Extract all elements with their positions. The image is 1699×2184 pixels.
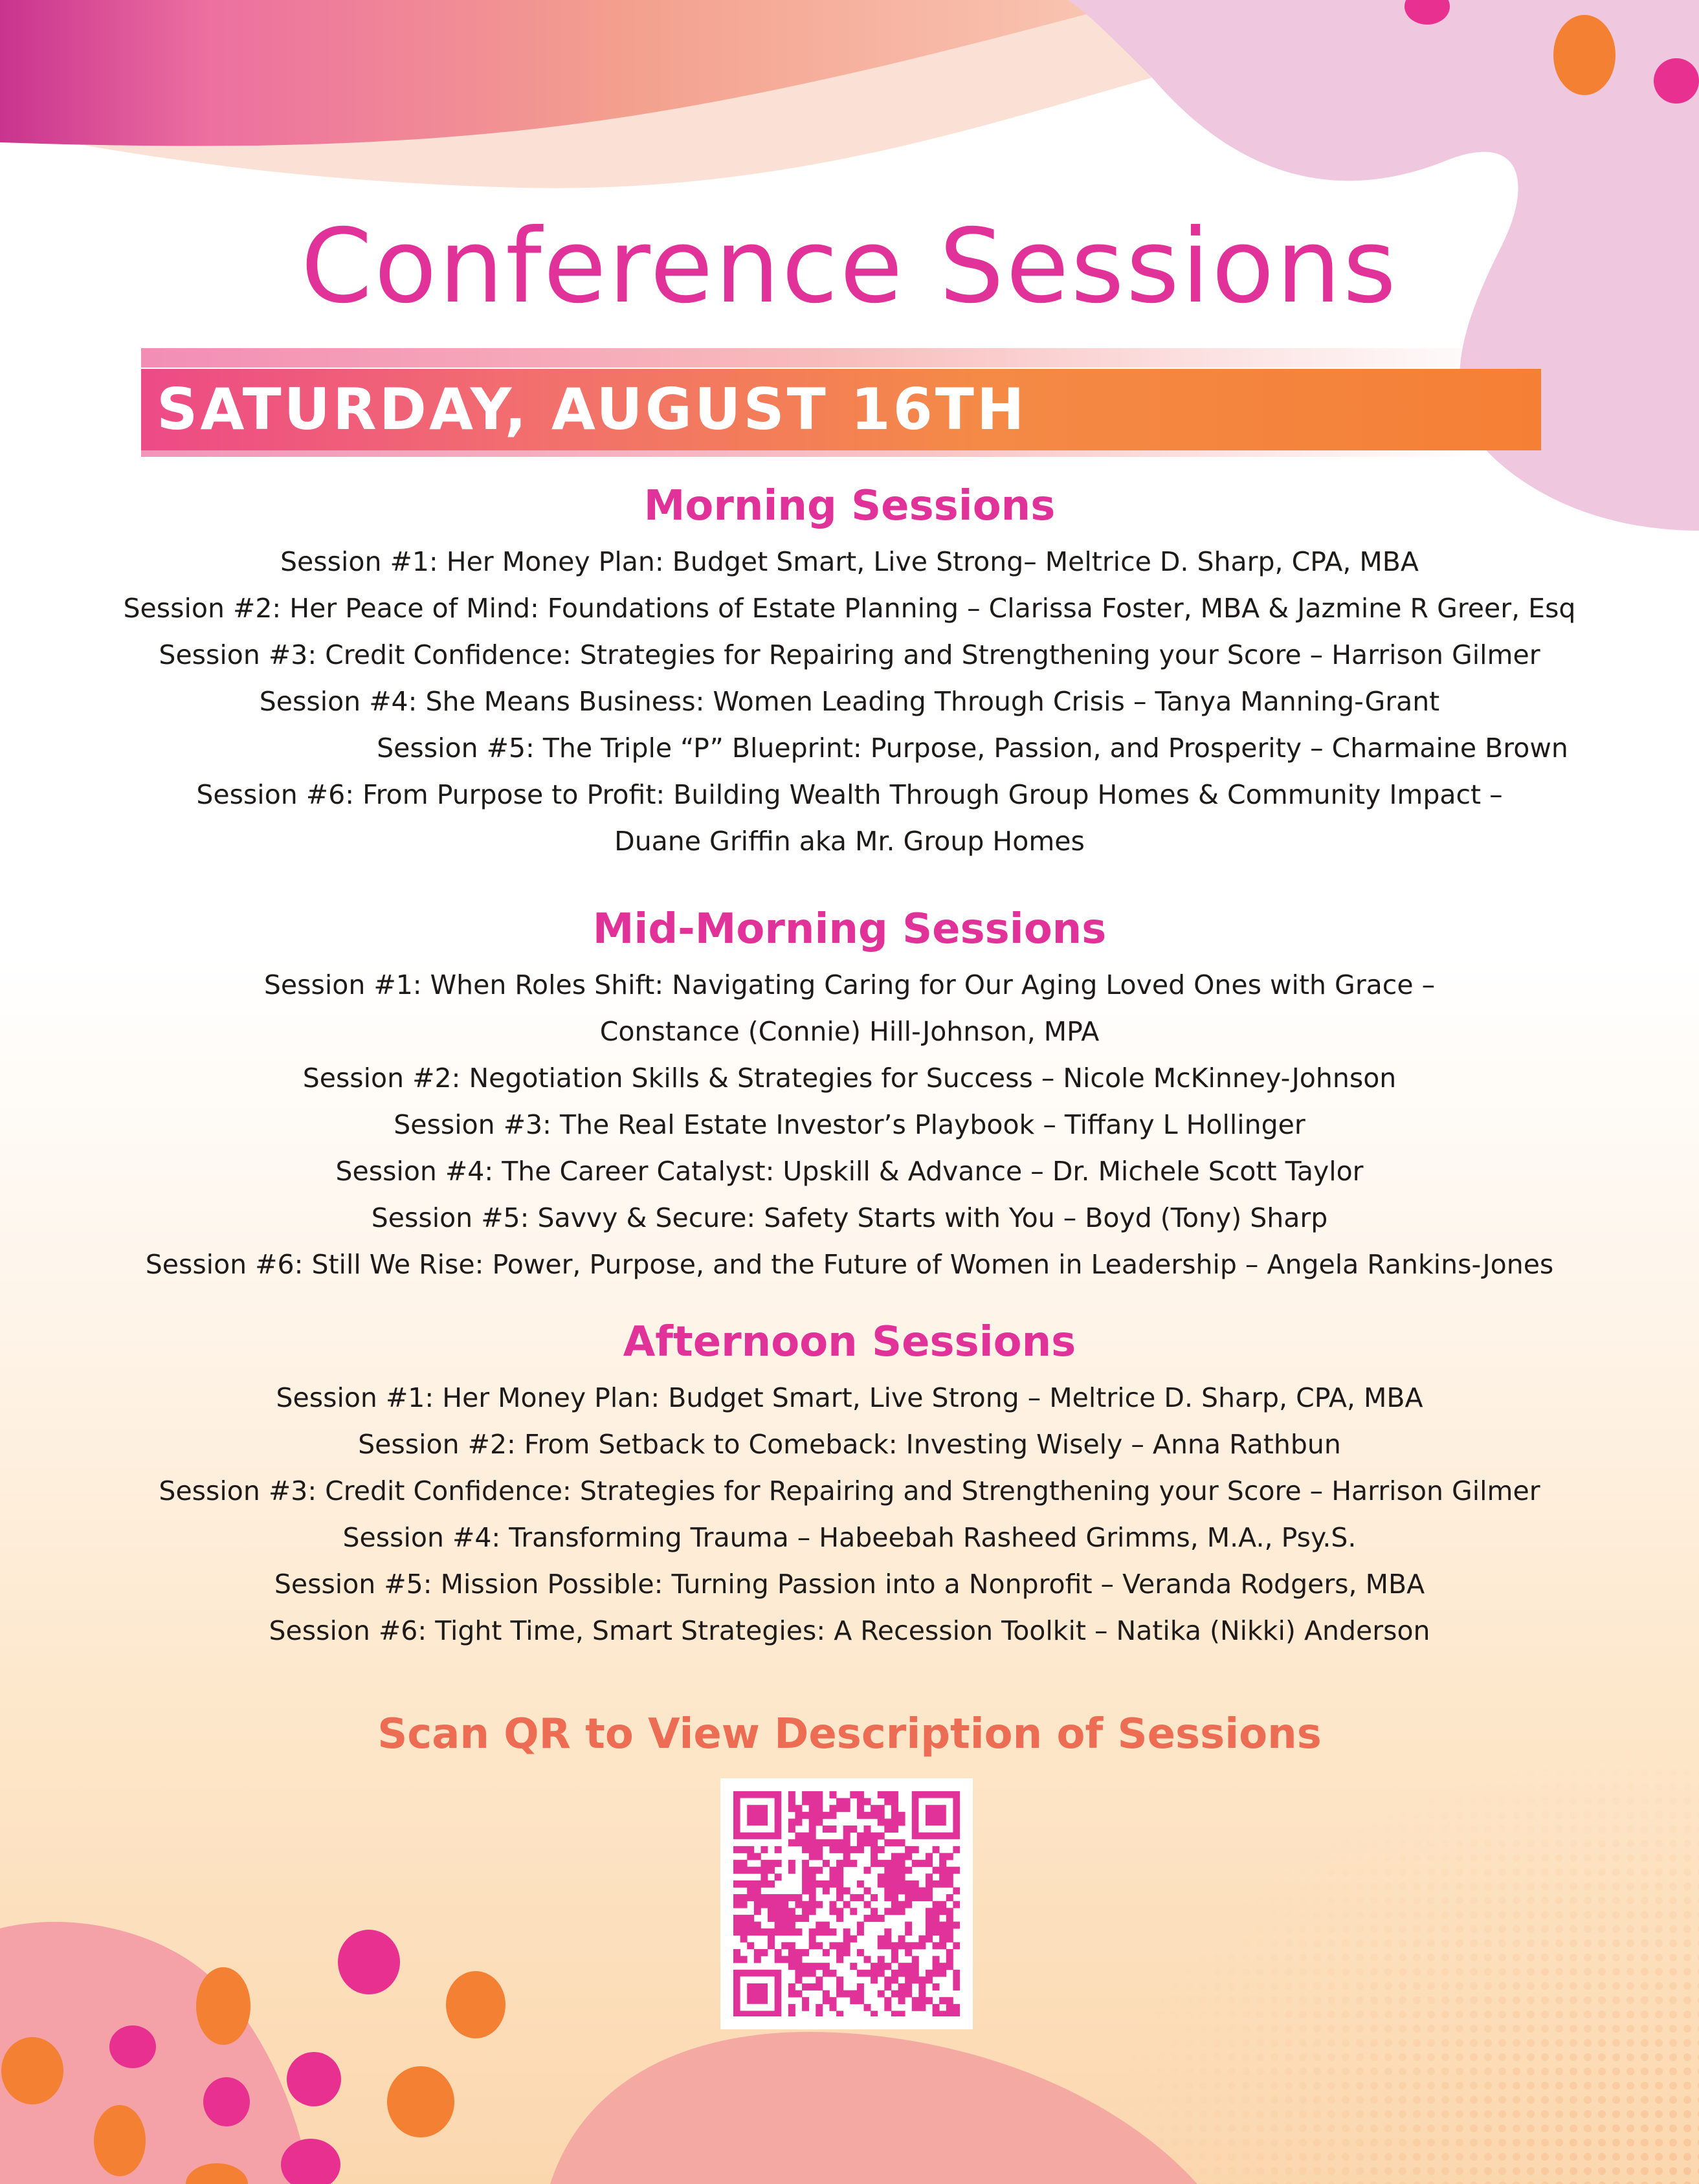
session-item: Session #3: The Real Estate Investor’s Playbook – Tiffany L Hollinger	[394, 1109, 1305, 1140]
date-banner-shadow	[141, 450, 1487, 457]
session-list	[97, 1374, 1602, 1654]
session-item: Session #2: Negotiation Skills & Strategies for Success – Nicole McKinney-Johnson	[302, 1063, 1397, 1094]
qr-code-icon	[733, 1791, 960, 2016]
session-item-continued: Duane Griffin aka Mr. Group Homes	[614, 826, 1085, 857]
session-item: Session #2: Her Peace of Mind: Foundations of Estate Planning – Clarissa Foster, MBA & Jazmine R Greer, Esq	[123, 593, 1576, 624]
session-item: Session #6: Tight Time, Smart Strategies: A Recession Toolkit – Natika (Nikki) Anderson	[269, 1615, 1430, 1646]
session-item: Session #5: The Triple “P” Blueprint: Purpose, Passion, and Prosperity – Charmaine Brown	[377, 733, 1568, 764]
session-item: Session #3: Credit Confidence: Strategies for Repairing and Strengthening your Score – Harrison Gilmer	[159, 1475, 1540, 1506]
page-title: Conference Sessions	[300, 207, 1399, 326]
session-item: Session #4: She Means Business: Women Leading Through Crisis – Tanya Manning-Grant	[259, 686, 1440, 717]
afternoon-sessions	[97, 1310, 1602, 1654]
morning-sessions	[97, 474, 1602, 865]
mid-morning-sessions	[97, 897, 1602, 1288]
session-item: Session #1: When Roles Shift: Navigating Caring for Our Aging Loved Ones with Grace –	[263, 969, 1436, 1000]
qr-heading: Scan QR to View Description of Sessions	[377, 1710, 1322, 1758]
qr-code[interactable]	[720, 1778, 973, 2029]
session-item: Session #3: Credit Confidence: Strategies for Repairing and Strengthening your Score – Harrison Gilmer	[159, 639, 1540, 670]
session-item: Session #6: Still We Rise: Power, Purpose, and the Future of Women in Leadership – Angela Rankins-Jones	[145, 1249, 1554, 1280]
session-item: Session #5: Savvy & Secure: Safety Starts with You – Boyd (Tony) Sharp	[371, 1202, 1328, 1233]
section-heading: Morning Sessions	[643, 482, 1056, 530]
session-item: Session #6: From Purpose to Profit: Building Wealth Through Group Homes & Community Impact –	[196, 779, 1503, 810]
session-list	[97, 538, 1602, 865]
session-item-continued: Constance (Connie) Hill-Johnson, MPA	[599, 1016, 1100, 1047]
section-heading: Afternoon Sessions	[623, 1318, 1076, 1366]
date-banner-highlight	[141, 348, 1513, 368]
event-date: SATURDAY, AUGUST 16TH	[157, 376, 1027, 443]
session-item: Session #5: Mission Possible: Turning Passion into a Nonprofit – Veranda Rodgers, MBA	[274, 1569, 1425, 1600]
session-item: Session #1: Her Money Plan: Budget Smart, Live Strong– Meltrice D. Sharp, CPA, MBA	[280, 546, 1419, 577]
session-item: Session #4: The Career Catalyst: Upskill & Advance – Dr. Michele Scott Taylor	[335, 1156, 1364, 1187]
session-list	[97, 962, 1602, 1288]
session-item: Session #1: Her Money Plan: Budget Smart, Live Strong – Meltrice D. Sharp, CPA, MBA	[276, 1382, 1423, 1413]
session-item: Session #4: Transforming Trauma – Habeebah Rasheed Grimms, M.A., Psy.S.	[342, 1522, 1357, 1553]
section-heading: Mid-Morning Sessions	[592, 905, 1107, 953]
session-item: Session #2: From Setback to Comeback: Investing Wisely – Anna Rathbun	[358, 1429, 1341, 1460]
